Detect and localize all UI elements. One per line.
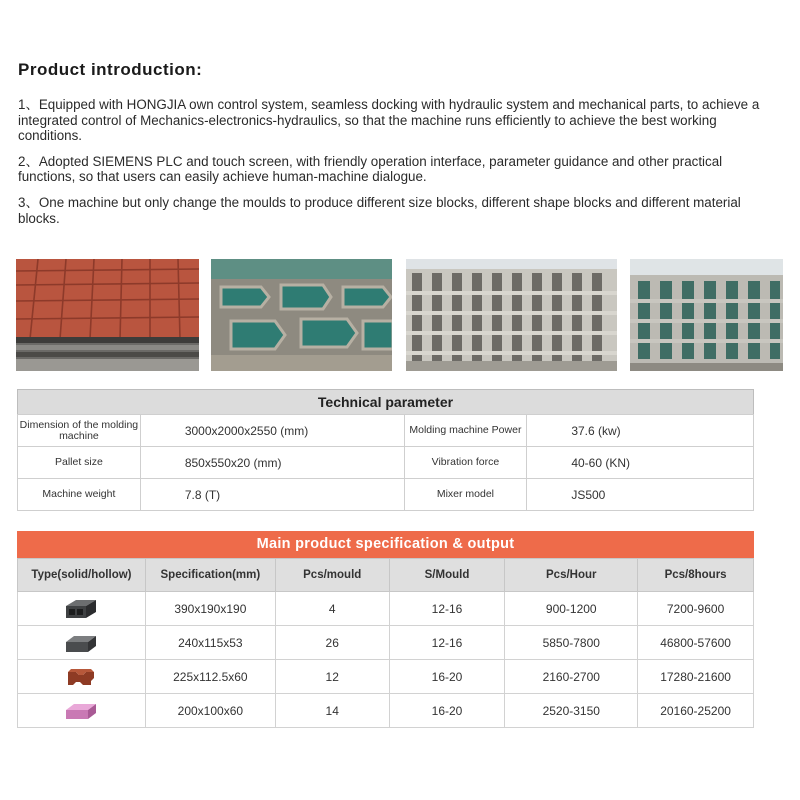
green-block-photo bbox=[211, 259, 392, 371]
column-header: Pcs/mould bbox=[275, 559, 389, 592]
hollow-block-yard-photo bbox=[630, 259, 783, 371]
table-header-row bbox=[18, 559, 754, 592]
column-header: Type(solid/hollow) bbox=[18, 559, 146, 592]
param-label: Pallet size bbox=[18, 447, 141, 479]
spec-table-title: Main product specification & output bbox=[17, 531, 754, 558]
param-value: JS500 bbox=[527, 479, 754, 511]
pcs-mould-cell: 26 bbox=[275, 626, 389, 660]
s-mould-cell: 12-16 bbox=[389, 626, 505, 660]
param-value: 7.8 (T) bbox=[140, 479, 404, 511]
column-header: Pcs/8hours bbox=[638, 559, 754, 592]
param-label: Molding machine Power bbox=[404, 415, 527, 447]
param-value: 37.6 (kw) bbox=[527, 415, 754, 447]
table-row bbox=[18, 479, 754, 511]
column-header: Pcs/Hour bbox=[505, 559, 638, 592]
pcs-hour-cell: 900-1200 bbox=[505, 592, 638, 626]
pink-paver-icon bbox=[18, 694, 146, 728]
param-label: Mixer model bbox=[404, 479, 527, 511]
technical-parameter-table bbox=[17, 389, 754, 511]
table-row bbox=[18, 626, 754, 660]
param-value: 3000x2000x2550 (mm) bbox=[140, 415, 404, 447]
product-photo-strip bbox=[0, 259, 800, 371]
pcs-hour-cell: 2520-3150 bbox=[505, 694, 638, 728]
intro-paragraphs bbox=[18, 97, 778, 236]
s-mould-cell: 16-20 bbox=[389, 660, 505, 694]
intro-paragraph-3: 3、One machine but only change the moulds to produce different size blocks, different shape blocks and different material blocks. bbox=[18, 194, 741, 226]
pcs-hour-cell: 2160-2700 bbox=[505, 660, 638, 694]
spec-cell: 225x112.5x60 bbox=[145, 660, 275, 694]
param-value: 40-60 (KN) bbox=[527, 447, 754, 479]
param-label: Machine weight bbox=[18, 479, 141, 511]
pcs-mould-cell: 12 bbox=[275, 660, 389, 694]
pcs-8hours-cell: 20160-25200 bbox=[638, 694, 754, 728]
column-header: Specification(mm) bbox=[145, 559, 275, 592]
pcs-8hours-cell: 17280-21600 bbox=[638, 660, 754, 694]
table-row bbox=[18, 415, 754, 447]
table-row bbox=[18, 660, 754, 694]
hollow-block-icon bbox=[18, 592, 146, 626]
param-label: Vibration force bbox=[404, 447, 527, 479]
pcs-8hours-cell: 7200-9600 bbox=[638, 592, 754, 626]
table-row bbox=[18, 694, 754, 728]
intro-paragraph-1: 1、Equipped with HONGJIA own control system, seamless docking with hydraulic system and mechanical parts, to achieve a integrated control of Mechanics-electronics-hydraulics, so that the machine runs efficiently to achieve the best working conditions. bbox=[18, 97, 760, 144]
s-mould-cell: 12-16 bbox=[389, 592, 505, 626]
spec-cell: 200x100x60 bbox=[145, 694, 275, 728]
param-label: Dimension of the molding machine bbox=[18, 415, 141, 447]
solid-brick-icon bbox=[18, 626, 146, 660]
pcs-hour-cell: 5850-7800 bbox=[505, 626, 638, 660]
red-paver-photo bbox=[16, 259, 199, 371]
param-value: 850x550x20 (mm) bbox=[140, 447, 404, 479]
pcs-mould-cell: 4 bbox=[275, 592, 389, 626]
spec-cell: 240x115x53 bbox=[145, 626, 275, 660]
spec-cell: 390x190x190 bbox=[145, 592, 275, 626]
s-mould-cell: 16-20 bbox=[389, 694, 505, 728]
interlock-paver-icon bbox=[18, 660, 146, 694]
table-row bbox=[18, 447, 754, 479]
table-row bbox=[18, 592, 754, 626]
technical-table-title: Technical parameter bbox=[17, 389, 754, 414]
hollow-block-stack-photo bbox=[406, 259, 617, 371]
pcs-8hours-cell: 46800-57600 bbox=[638, 626, 754, 660]
product-spec-table bbox=[17, 531, 754, 728]
intro-paragraph-2: 2、Adopted SIEMENS PLC and touch screen, with friendly operation interface, parameter guidance and other practical functions, so that users can easily achieve human-machine dialogue. bbox=[18, 153, 723, 185]
section-heading: Product introduction: bbox=[18, 60, 203, 79]
column-header: S/Mould bbox=[389, 559, 505, 592]
pcs-mould-cell: 14 bbox=[275, 694, 389, 728]
